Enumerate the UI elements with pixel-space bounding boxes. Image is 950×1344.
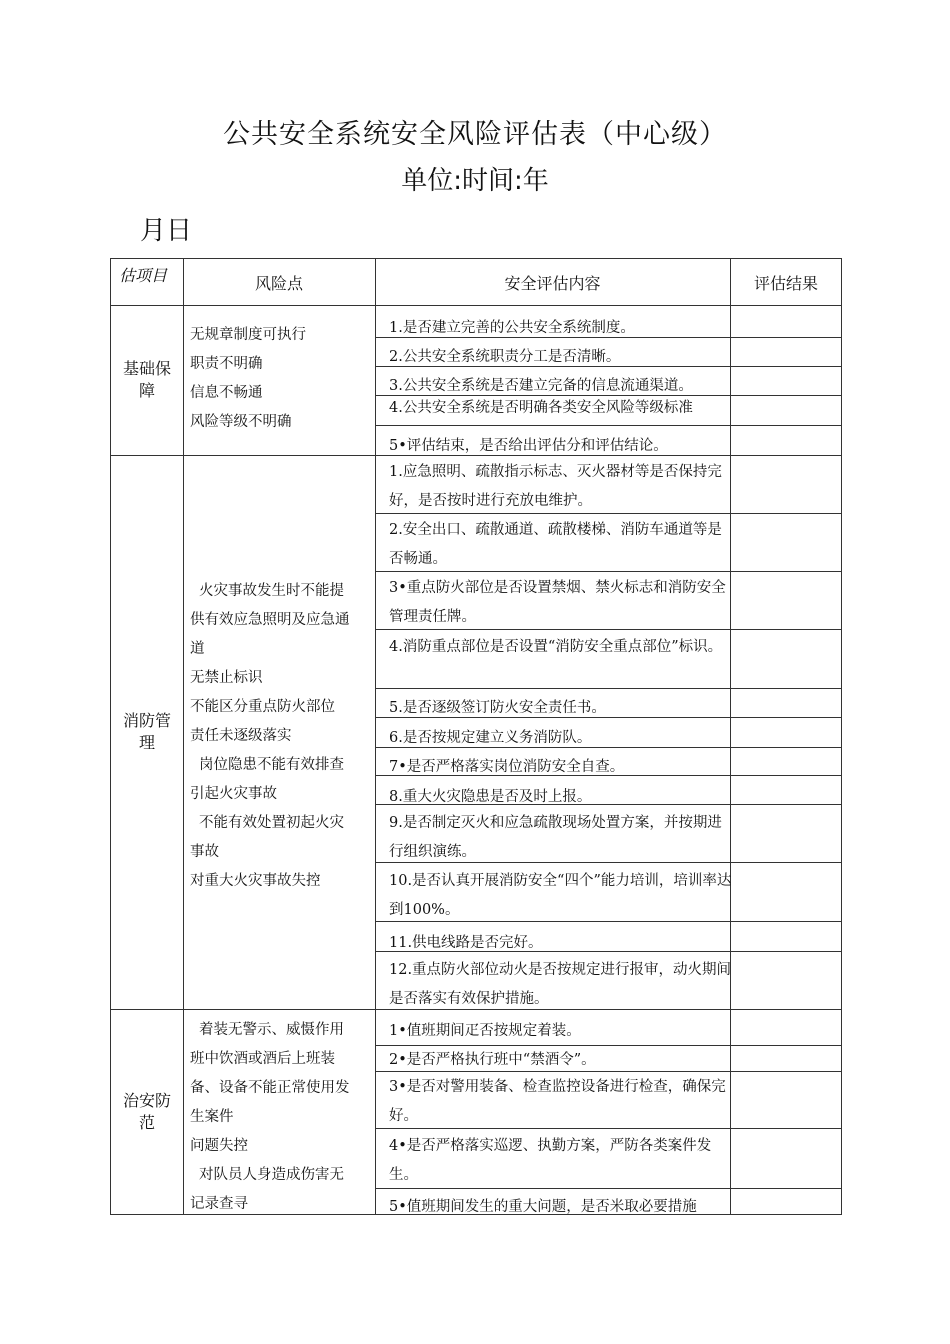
category-cell	[111, 455, 183, 1009]
assessment-item: 5•值班期间发生的重大问题，是否米取必要措施	[389, 1199, 697, 1215]
unit-time-line: 单位:时间:年	[401, 166, 549, 196]
assessment-item: 7•是否严格落实岗位消防安全自查。	[389, 759, 625, 775]
risk-point: 岗位隐患不能有效排查	[199, 757, 344, 773]
risk-point: 不能有效处置初起火灾	[199, 815, 344, 831]
risk-point: 风险等级不明确	[190, 414, 292, 430]
header-content: 安全评估内容	[504, 273, 601, 293]
risk-point: 事故	[190, 844, 219, 860]
risk-point: 责任未逐级落实	[190, 728, 292, 744]
assessment-item: 4.消防重点部位是否设置“消防安全重点部位”标识。	[389, 639, 723, 655]
category-cell	[111, 1009, 183, 1215]
risk-point: 班中饮酒或酒后上班装	[190, 1051, 335, 1067]
assessment-item: 2.安全出口、疏散通道、疏散楼梯、消防车通道等是否畅通。	[389, 522, 722, 567]
assessment-item: 6.是否按规定建立义务消防队。	[389, 730, 592, 746]
assessment-item: 3.公共安全系统是否建立完备的信息流通渠道。	[389, 378, 693, 394]
assessment-item: 3•重点防火部位是否设置禁烟、禁火标志和消防安全管理责任牌。	[389, 580, 726, 625]
risk-point: 记录查寻	[190, 1196, 248, 1212]
month-day-line: 月日	[140, 216, 193, 246]
risk-point: 信息不畅通	[190, 385, 263, 401]
header-item: 估项目	[119, 266, 168, 285]
risk-point: 职责不明确	[190, 356, 263, 372]
category-label: 治安防范	[122, 1091, 171, 1132]
assessment-item: 4•是否严格落实巡逻、执勤方案，严防各类案件发生。	[389, 1138, 712, 1183]
category-label: 消防管理	[122, 711, 171, 752]
assessment-item: 10.是否认真开展消防安全“四个”能力培训，培训率达到100%。	[389, 873, 732, 918]
header-risk-point: 风险点	[254, 273, 303, 293]
risk-point: 供有效应急照明及应急通	[190, 612, 350, 628]
risk-cell	[190, 1016, 376, 1219]
assessment-item: 5.是否逐级签订防火安全责任书。	[389, 700, 606, 716]
assessment-item: 2.公共安全系统职责分工是否清晰。	[389, 349, 621, 365]
assessment-item: 3•是否对警用装备、检查监控设备进行检查，确保完好。	[389, 1079, 726, 1124]
assessment-item: 2•是否严格执行班中“禁酒令”。	[389, 1052, 596, 1068]
category-label: 基础保障	[122, 359, 171, 400]
risk-point: 道	[190, 641, 205, 657]
assessment-item: 9.是否制定灭火和应急疏散现场处置方案，并按期进行组织演练。	[389, 815, 722, 860]
col-divider	[183, 259, 184, 1214]
assessment-item: 1.是否建立完善的公共安全系统制度。	[389, 320, 635, 336]
risk-point: 备、设备不能正常使用发	[190, 1080, 350, 1096]
risk-cell	[190, 321, 376, 437]
assessment-item: 12.重点防火部位动火是否按规定进行报审，动火期间是否落实有效保护措施。	[389, 962, 732, 1007]
risk-point: 无规章制度可执行	[190, 327, 306, 343]
assessment-table	[110, 258, 842, 1215]
category-cell	[111, 305, 183, 455]
risk-point: 问题失控	[190, 1138, 248, 1154]
risk-point: 不能区分重点防火部位	[190, 699, 335, 715]
assessment-item: 4.公共安全系统是否明确各类安全风险等级标准	[389, 400, 693, 416]
risk-point: 生案件	[190, 1109, 234, 1125]
assessment-item: 11.供电线路是否完好。	[389, 935, 543, 951]
header-result: 评估结果	[753, 273, 818, 293]
page-title: 公共安全系统安全风险评估表（中心级）	[223, 119, 727, 150]
risk-point: 对队员人身造成伤害无	[199, 1167, 344, 1183]
assessment-item: 8.重大火灾隐患是否及时上报。	[389, 789, 592, 805]
risk-point: 对重大火灾事故失控	[190, 873, 321, 889]
risk-point: 火灾事故发生时不能提	[199, 583, 344, 599]
assessment-item: 1.应急照明、疏散指示标志、灭火器材等是否保持完好，是否按时进行充放电维护。	[389, 464, 722, 509]
assessment-item: 5•评估结束，是否给出评估分和评估结论。	[389, 438, 668, 454]
risk-point: 无禁止标识	[190, 670, 263, 686]
risk-cell	[190, 577, 376, 896]
assessment-item: 1•值班期间疋否按规定着装。	[389, 1023, 581, 1039]
header-divider	[111, 305, 841, 306]
risk-point: 着装无警示、威慑作用	[199, 1022, 344, 1038]
risk-point: 引起火灾事故	[190, 786, 277, 802]
